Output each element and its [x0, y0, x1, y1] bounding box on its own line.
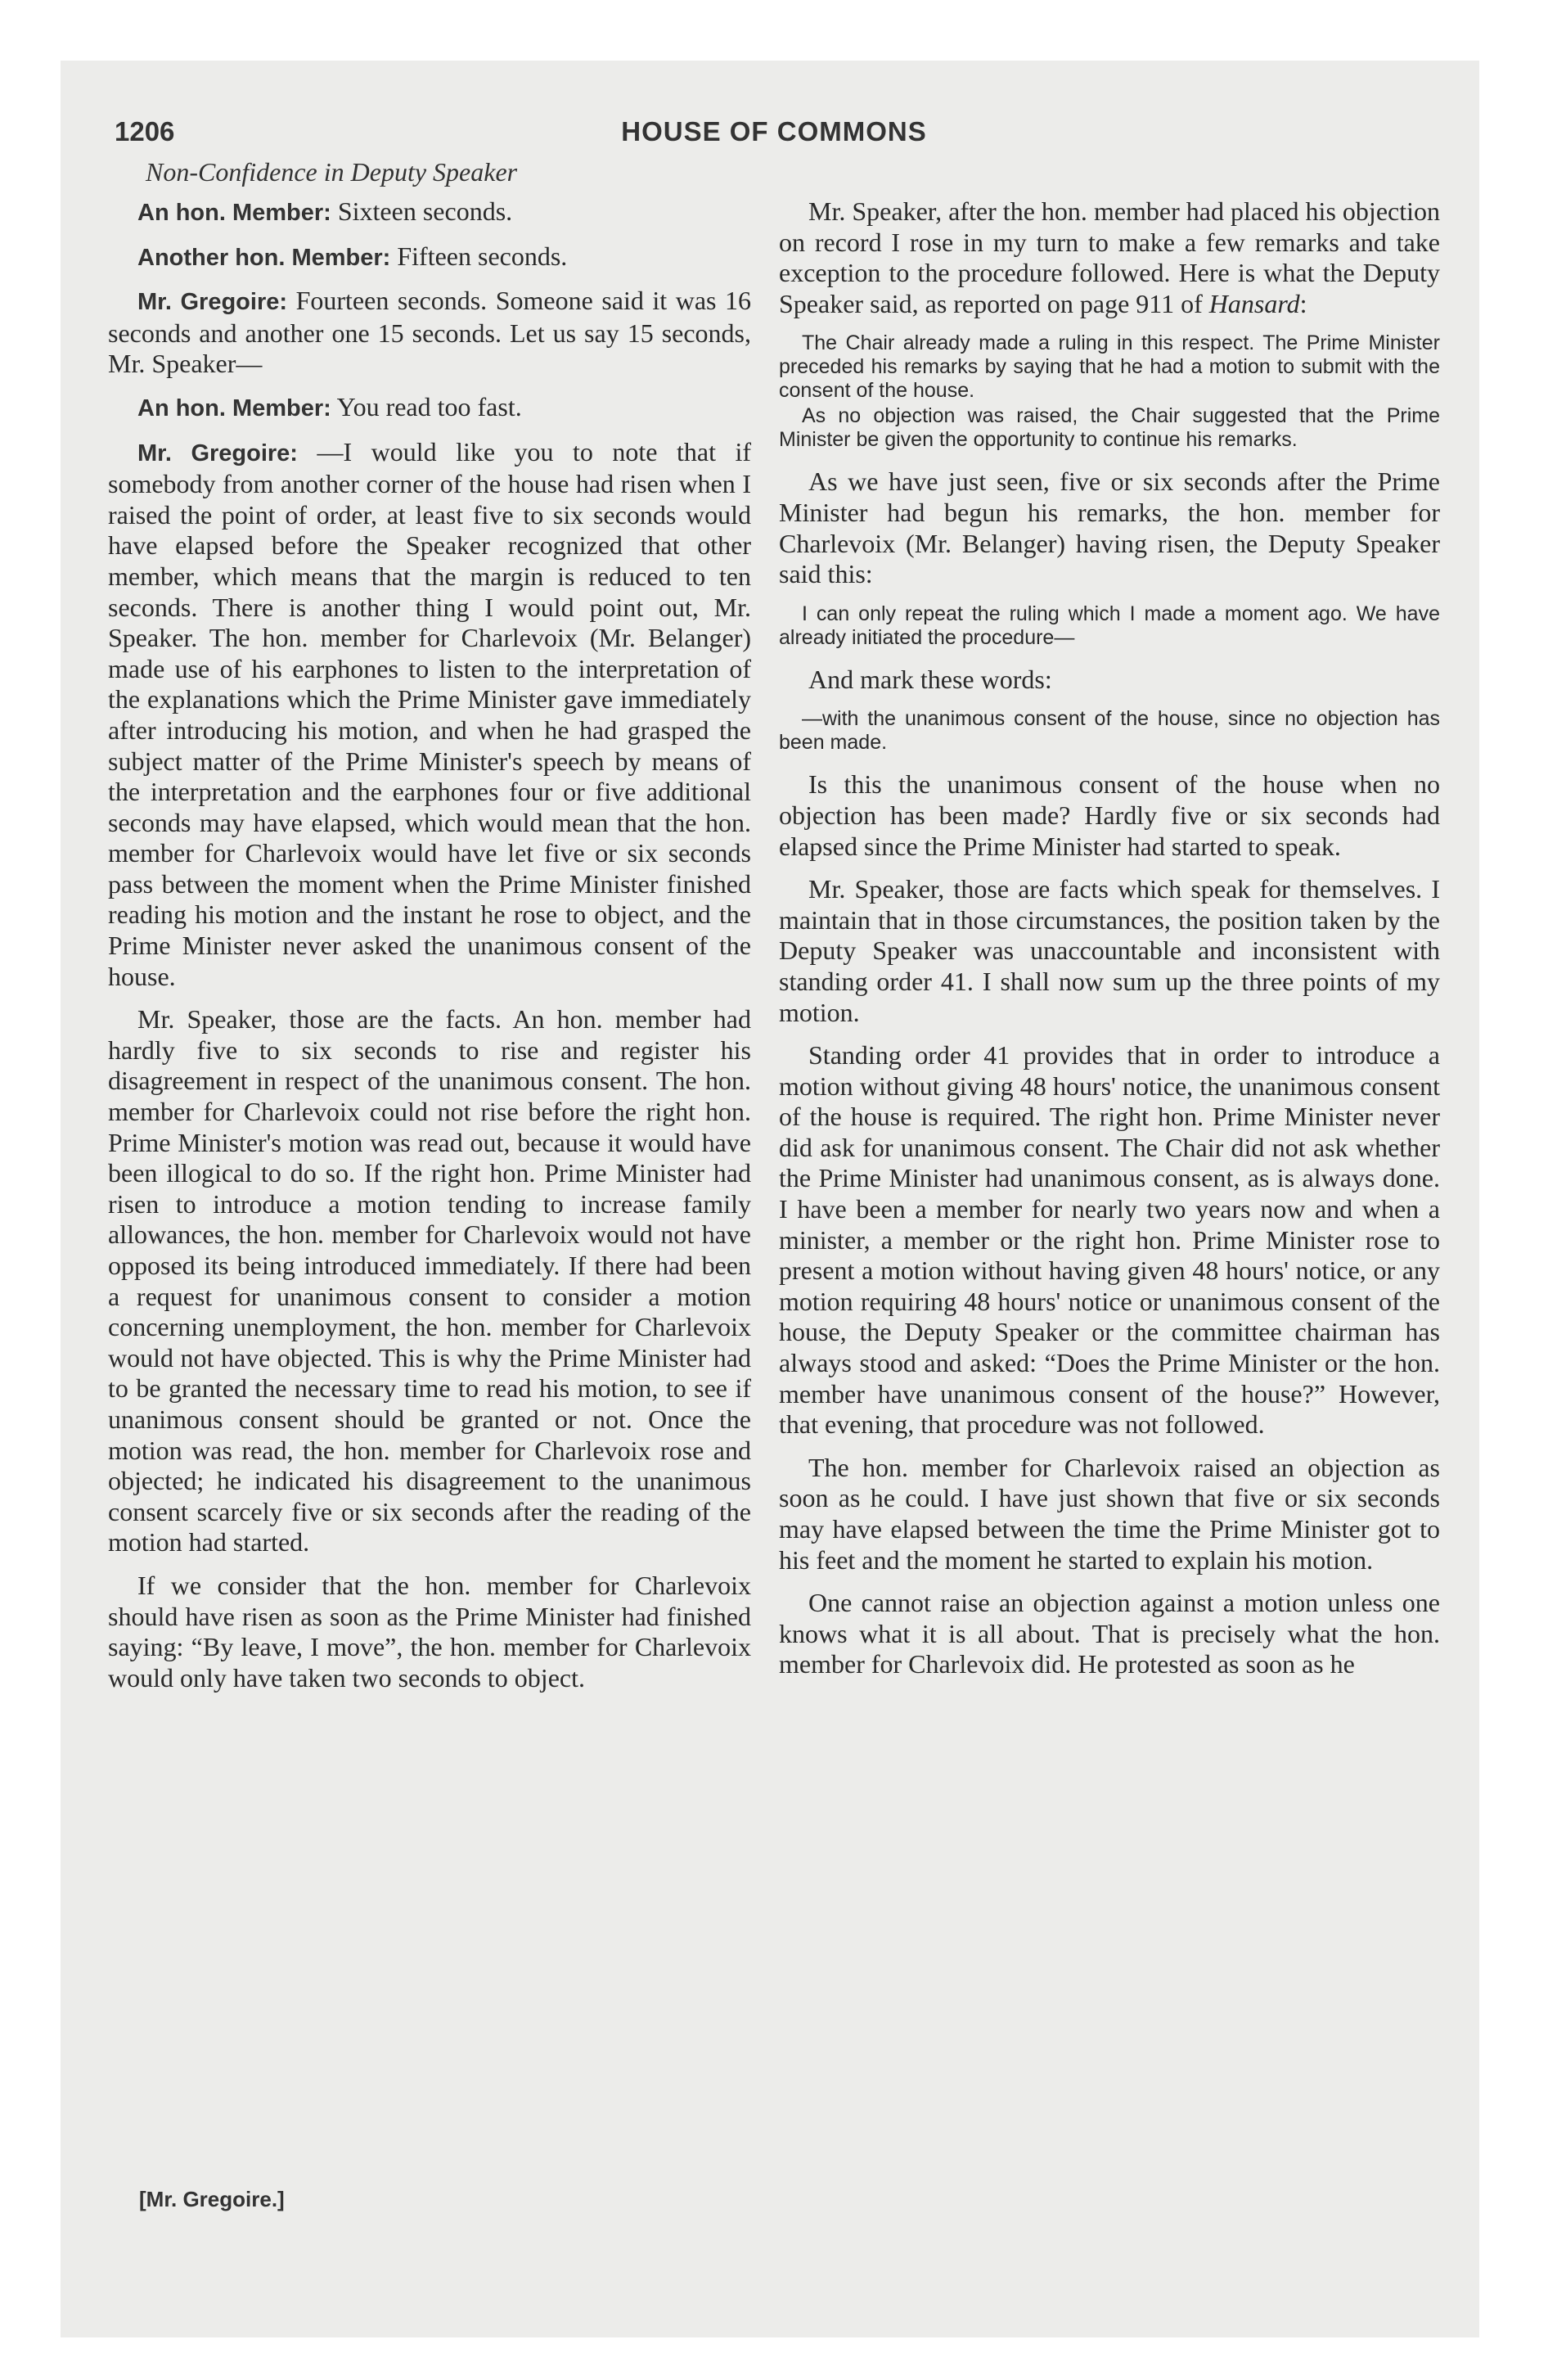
paragraph: [108, 437, 751, 993]
paragraph-text: Mr. Speaker, after the hon. member had placed his objection on record I rose in my turn to make a few remarks and take exception to the procedure followed. Here is what the Deputy Speaker said, as reported on page 911 of: [779, 196, 1440, 318]
block-quote: I can only repeat the ruling which I made a moment ago. We have already initiated the procedure—: [779, 602, 1440, 649]
paragraph: Standing order 41 provides that in order to introduce a motion without giving 48 hours' notice, the unanimous consent of the house is required. The right hon. Prime Minister never did ask for unanimous consent. The Chair did not ask whether the Prime Minister had unanimous consent, as is always done. I have been a member for nearly two years now and when a minister, a member or the right hon. Prime Minister rose to present a motion without having given 48 hours' notice, or any motion requiring 48 hours' notice or unanimous consent of the house, the Deputy Speaker or the committee chairman has always stood and asked: “Does the Prime Minister or the hon. member have unanimous consent of the house?” However, that evening, that procedure was not followed.: [779, 1040, 1440, 1440]
block-quote: As no objection was raised, the Chair suggested that the Prime Minister be given the opportunity to continue his remarks.: [779, 404, 1440, 452]
paragraph-text: Fifteen seconds.: [390, 241, 568, 271]
paragraph: [108, 1004, 751, 1558]
paragraph: [108, 196, 751, 229]
paragraph: [779, 196, 1440, 319]
paragraph: [108, 286, 751, 380]
block-quote: —with the unanimous consent of the house, since no objection has been made.: [779, 707, 1440, 755]
hansard-reference: Hansard: [1208, 288, 1300, 318]
paragraph-text: :: [1299, 288, 1307, 318]
left-column: [108, 196, 751, 1706]
paragraph: One cannot raise an objection against a motion unless one knows what it is all about. That is precisely what the hon. member for Charlevoix did. He protested as soon as he: [779, 1588, 1440, 1679]
subject-heading: Non-Confidence in Deputy Speaker: [146, 157, 518, 187]
paragraph-text: If we consider that the hon. member for Charlevoix should have risen as soon as the Prime Minister had finished saying: “By leave, I move”, the hon. member for Charlevoix would only have taken two seconds to object.: [108, 1570, 751, 1693]
paragraph-text: Mr. Speaker, those are the facts. An hon. member had hardly five to six seconds to rise and register his disagreement in respect of the unanimous consent. The hon. member for Charlevoix could not rise before the right hon. Prime Minister's motion was read out, because it would have been illogical to do so. If the right hon. Prime Minister had risen to introduce a motion tending to increase family allowances, the hon. member for Charlevoix would not have opposed its being introduced immediately. If there had been a request for unanimous consent to consider a motion concerning unemployment, the hon. member for Charlevoix would not have objected. This is why the Prime Minister had to be granted the necessary time to read his motion, to see if unanimous consent should be granted or not. Once the motion was read, the hon. member for Charlevoix rose and objected; he indicated his disagreement to the unanimous consent scarcely five or six seconds after the reading of the motion had started.: [108, 1004, 751, 1557]
paragraph-text: —I would like you to note that if somebody from another corner of the house had risen when I raised the point of order, at least five to six seconds would have elapsed before the Speaker recognized that other member, which means that the margin is reduced to ten seconds. There is another thing I would point out, Mr. Speaker. The hon. member for Charlevoix (Mr. Belanger) made use of his earphones to listen to the interpretation of the explanations which the Prime Minister gave immediately after introducing his motion, and when he had grasped the subject matter of the Prime Minister's speech by means of the interpretation and the earphones four or five additional seconds may have elapsed, which would mean that the hon. member for Charlevoix would have let five or six seconds pass between the moment when the Prime Minister finished reading his motion and the instant he rose to object, and the Prime Minister never asked the unanimous consent of the house.: [108, 436, 751, 991]
right-column: [779, 196, 1440, 1693]
block-quote: The Chair already made a ruling in this respect. The Prime Minister preceded his remarks by saying that he had a motion to submit with the consent of the house.: [779, 331, 1440, 403]
speaker-name: Mr. Gregoire:: [137, 439, 298, 467]
speaker-name: Another hon. Member:: [137, 244, 391, 271]
paragraph-text: Sixteen seconds.: [331, 196, 513, 226]
running-title: HOUSE OF COMMONS: [621, 116, 927, 146]
speaker-name: An hon. Member:: [137, 200, 331, 226]
paragraph: The hon. member for Charlevoix raised an objection as soon as he could. I have just shown that five or six seconds may have elapsed between the time the Prime Minister got to his feet and the moment he started to explain his motion.: [779, 1452, 1440, 1575]
speaker-name: Mr. Gregoire:: [137, 289, 288, 316]
paragraph: [108, 1571, 751, 1693]
paragraph-text: You read too fast.: [331, 391, 522, 421]
paragraph: Mr. Speaker, those are facts which speak for themselves. I maintain that in those circumstances, the position taken by the Deputy Speaker was unaccountable and inconsistent with standing order 41. I shall now sum up the three points of my motion.: [779, 874, 1440, 1027]
speaker-signature: [Mr. Gregoire.]: [139, 2187, 285, 2211]
paragraph: [108, 392, 751, 425]
paragraph: [108, 241, 751, 274]
paragraph: Is this the unanimous consent of the house when no objection has been made? Hardly five or six seconds had elapsed since the Prime Minister had started to speak.: [779, 769, 1440, 861]
speaker-name: An hon. Member:: [137, 394, 331, 421]
paragraph: As we have just seen, five or six seconds after the Prime Minister had begun his remarks, the hon. member for Charlevoix (Mr. Belanger) having risen, the Deputy Speaker said this:: [779, 467, 1440, 589]
page-number: 1206: [115, 116, 175, 146]
paragraph: And mark these words:: [808, 664, 1052, 694]
paragraph-text: Fourteen seconds. Someone said it was 16 seconds and another one 15 seconds. Let us say 15 seconds, Mr. Speaker—: [108, 286, 751, 379]
